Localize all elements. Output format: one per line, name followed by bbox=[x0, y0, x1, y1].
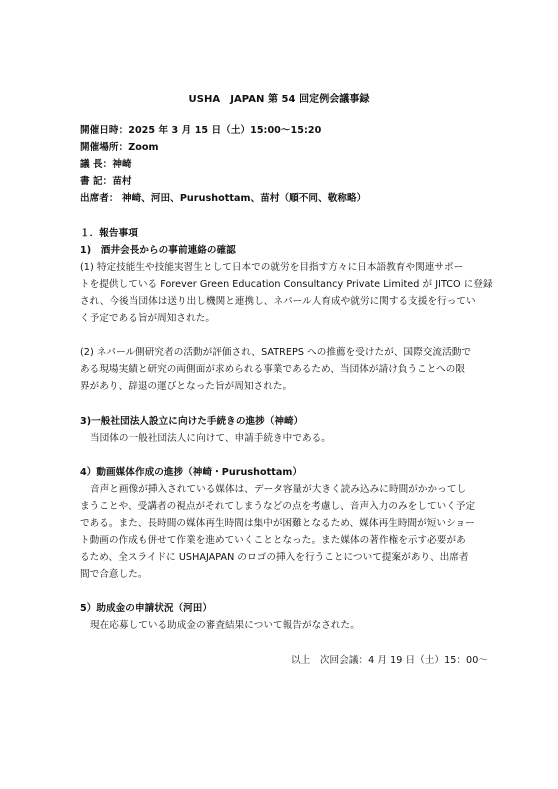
paragraph-line: るため、全スライドに USHAJAPAN のロゴの挿入を行うことについて提案があり、出席者 bbox=[80, 552, 469, 563]
section-5-body: 現在応募している助成金の審査結果について報告がなされた。 bbox=[90, 620, 360, 631]
section-3-body: 当団体の一般社団法人に向けて、申請手続き中である。 bbox=[90, 433, 331, 444]
section-1-1-heading: 1) 酒井会長からの事前連絡の確認 bbox=[80, 245, 236, 256]
meeting-chair: 議 長：神崎 bbox=[80, 159, 132, 170]
paragraph-line: ト動画の作成も併せて作業を進めていくこととなった。また媒体の著作権を示す必要があ bbox=[80, 535, 466, 546]
document-title: USHA JAPAN 第 54 回定例会議事録 bbox=[188, 94, 370, 105]
paragraph-line: 界があり、辞退の運びとなった旨が周知された。 bbox=[80, 381, 293, 392]
meeting-secretary: 書 記：苗村 bbox=[80, 176, 132, 187]
section-3-heading: 3)一般社団法人設立に向けた手続きの進捗（神崎） bbox=[80, 416, 304, 427]
paragraph-line: 間で合意した。 bbox=[80, 569, 148, 580]
section-1-heading: １．報告事項 bbox=[80, 228, 138, 239]
paragraph-line: である。また、長時間の媒体再生時間は集中が困難となるため、媒体再生時間が短いショー bbox=[80, 518, 475, 529]
meeting-date: 開催日時：2025 年 3 月 15 日（土）15:00～15:20 bbox=[80, 125, 322, 136]
section-5-heading: 5）助成金の申請状況（河田） bbox=[80, 603, 213, 614]
paragraph-line: トを提供している Forever Green Education Consultancy Private Limited が JITCO に登録 bbox=[80, 279, 493, 290]
paragraph-line: く予定である旨が周知された。 bbox=[80, 313, 216, 324]
paragraph-line: (1) 特定技能生や技能実習生として日本での就労を目指す方々に日本語教育や関連サポー bbox=[80, 262, 464, 273]
paragraph-line: され、今後当団体は送り出し機関と連携し、ネパール人育成や就労に関する支援を行ってい bbox=[80, 296, 476, 307]
meeting-place: 開催場所：Zoom bbox=[80, 142, 159, 153]
paragraph-line: まうことや、受講者の視点がそれてしまうなどの点を考慮し、音声入力のみをしていく予定 bbox=[80, 501, 476, 512]
closing-next-meeting: 以上 次回会議：4 月 19 日（土）15：00～ bbox=[290, 655, 488, 666]
meeting-attendees: 出席者： 神崎、河田、Purushottam、苗村（順不同、敬称略） bbox=[80, 193, 367, 204]
paragraph-line: 音声と画像が挿入されている媒体は、データ容量が大きく読み込みに時間がかかってし bbox=[90, 484, 467, 495]
paragraph-line: (2) ネパール側研究者の活動が評価され、SATREPS への推薦を受けたが、国際交流活動で bbox=[80, 347, 472, 358]
paragraph-line: ある現場実績と研究の両側面が求められる事業であるため、当団体が請け負うことへの限 bbox=[80, 364, 465, 375]
section-4-heading: 4）動画媒体作成の進捗（神崎・Purushottam） bbox=[80, 467, 303, 478]
